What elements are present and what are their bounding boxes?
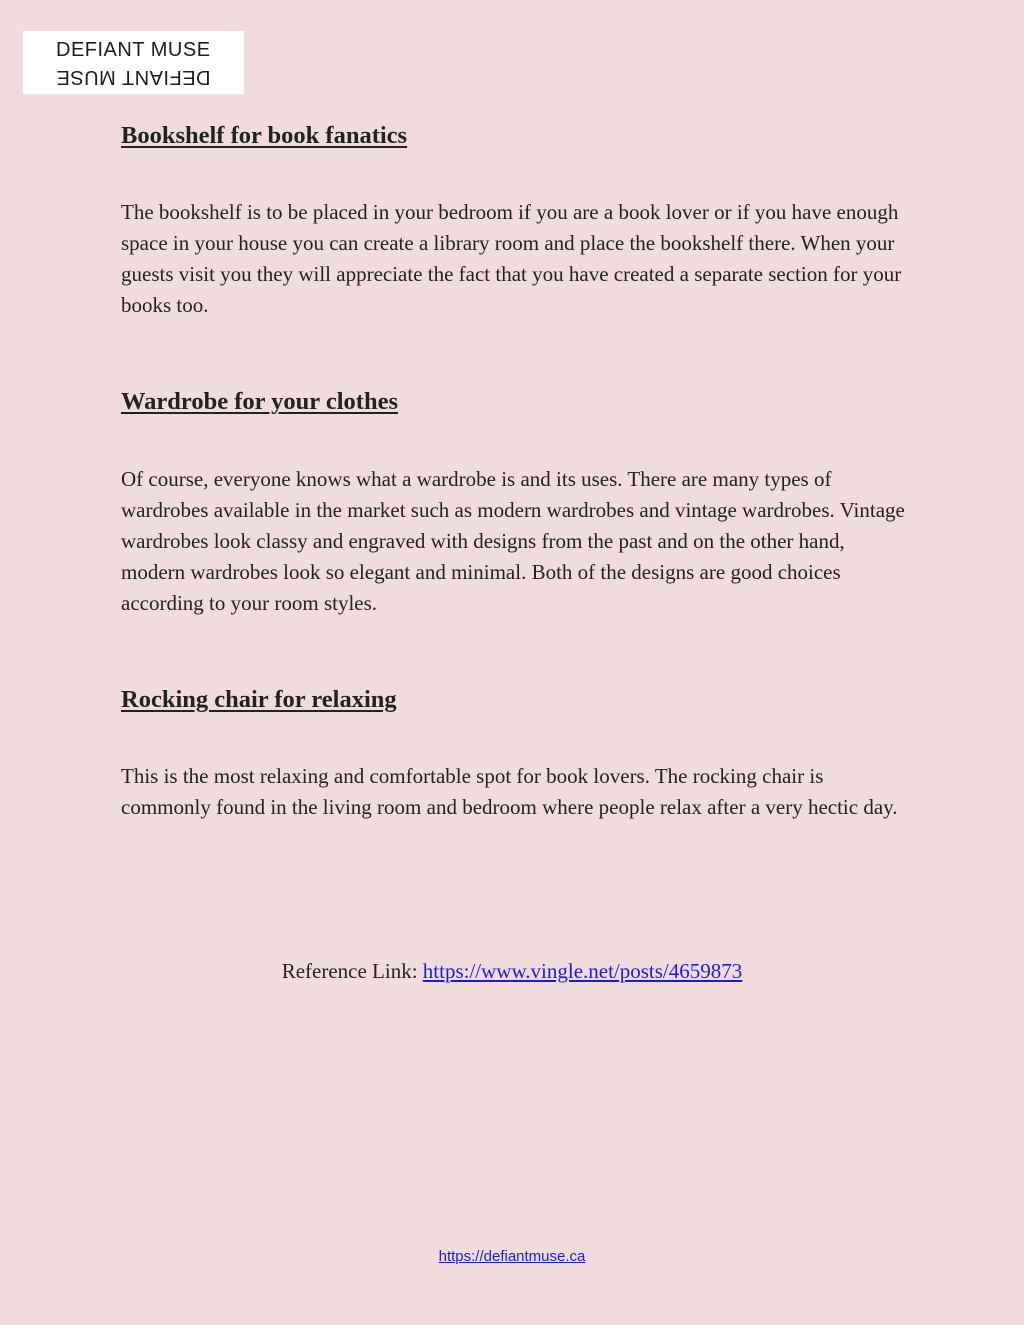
section-heading-wardrobe: Wardrobe for your clothes [121,388,398,415]
footer-website-link[interactable]: https://defiantmuse.ca [438,1248,586,1265]
section-heading-rocking-chair: Rocking chair for relaxing [121,686,397,713]
section-body-rocking-chair: This is the most relaxing and comfortable spot for book lovers. The rocking chair is commonly found in the living room and bedroom where people relax after a very hectic day. [121,764,898,819]
logo-text-mirrored: DEFIANT MUSE [56,66,211,88]
reference-label: Reference Link: [281,959,423,983]
footer [0,1248,1024,1265]
logo-text: DEFIANT MUSE [56,39,211,61]
section-body-bookshelf: The bookshelf is to be placed in your bedroom if you are a book lover or if you have enough space in your house you can create a library room and place the bookshelf there. When your guests visit you they will appreciate the fact that you have created a separate section for your books too. [121,200,902,317]
brand-logo[interactable] [22,30,245,95]
section-body-wardrobe: Of course, everyone knows what a wardrobe is and its uses. There are many types of wardrobes available in the market such as modern wardrobes and vintage wardrobes. Vintage wardrobes look classy and engraved with designs from the past and on the other hand, modern wardrobes look so elegant and minimal. Both of the designs are good choices according to your room styles. [121,467,905,615]
reference-line [0,957,1024,985]
reference-link[interactable]: https://www.vingle.net/posts/4659873 [422,959,743,983]
section-heading-bookshelf: Bookshelf for book fanatics [121,122,408,149]
